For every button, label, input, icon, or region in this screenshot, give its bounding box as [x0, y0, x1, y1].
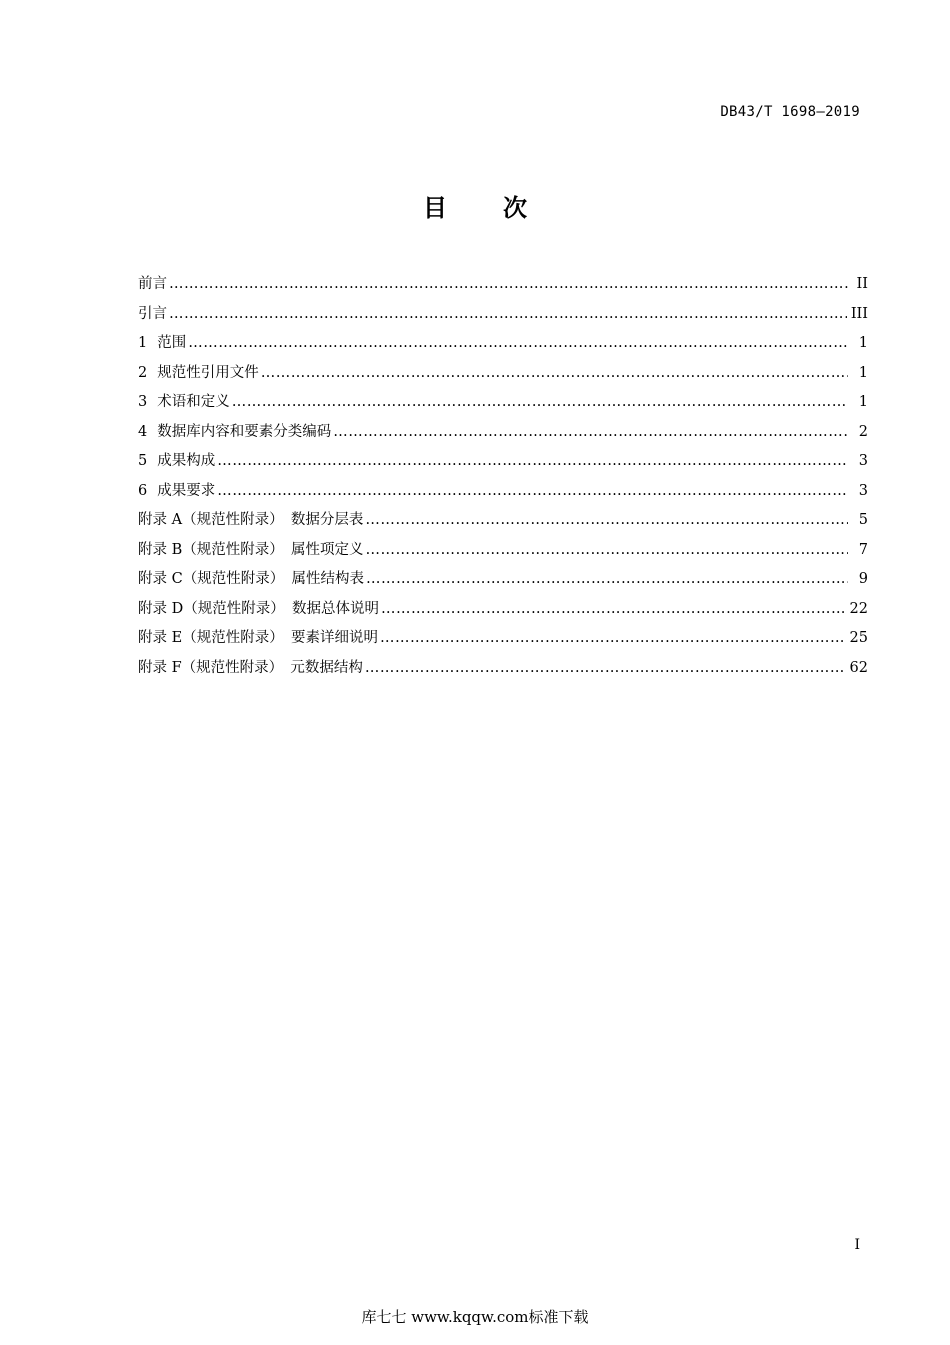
toc-entry-page: 3 — [858, 453, 868, 469]
toc-leader-dots — [261, 359, 848, 389]
toc-entry-label: 规范性引用文件 — [157, 364, 259, 381]
toc-entry-appendix-d[interactable] — [138, 595, 868, 625]
toc-entry-label: 范围 — [157, 335, 187, 351]
toc-leader-dots — [232, 388, 848, 418]
toc-entry-label: 成果构成 — [157, 453, 216, 469]
toc-leader-dots — [333, 418, 848, 448]
toc-entry-number: 3 — [138, 394, 148, 410]
toc-entry-label: 引言 — [138, 305, 167, 322]
toc-leader-dots — [217, 447, 848, 477]
toc-entry-page: 1 — [858, 335, 868, 351]
toc-entry-label: 前言 — [138, 276, 167, 292]
toc-entry-page: 2 — [858, 423, 868, 440]
toc-entry-label: 附录 F（规范性附录） 元数据结构 — [138, 659, 363, 676]
toc-entry-introduction[interactable] — [138, 300, 868, 330]
page-number: I — [854, 1237, 860, 1253]
toc-entry-page: 3 — [858, 482, 868, 499]
toc-entry-deliverables[interactable] — [138, 447, 868, 477]
toc-entry-page: II — [856, 276, 868, 292]
toc-entry-label: 附录 D（规范性附录） 数据总体说明 — [138, 600, 379, 617]
toc-entry-label: 术语和定义 — [157, 394, 230, 410]
toc-entry-number: 1 — [138, 335, 148, 351]
toc-leader-dots — [366, 565, 848, 595]
toc-entry-label: 附录 C（规范性附录） 属性结构表 — [138, 571, 364, 587]
toc-leader-dots — [169, 300, 847, 330]
toc-entry-label: 附录 B（规范性附录） 属性项定义 — [138, 541, 364, 558]
toc-leader-dots — [366, 536, 848, 566]
toc-entry-appendix-b[interactable] — [138, 536, 868, 566]
toc-entry-appendix-e[interactable] — [138, 624, 868, 654]
standard-code: DB43/T 1698—2019 — [720, 104, 860, 120]
toc-entry-page: 62 — [849, 659, 868, 676]
toc-entry-requirements[interactable] — [138, 477, 868, 507]
toc-entry-page: 9 — [858, 571, 868, 587]
toc-entry-terms[interactable] — [138, 388, 868, 418]
toc-leader-dots — [169, 270, 848, 300]
toc-entry-scope[interactable] — [138, 329, 868, 359]
toc-entry-number: 6 — [138, 482, 148, 499]
toc-entry-page: III — [850, 305, 868, 322]
toc-entry-page: 1 — [858, 364, 868, 381]
toc-leader-dots — [188, 329, 848, 359]
toc-entry-label: 数据库内容和要素分类编码 — [157, 423, 332, 440]
toc-entry-page: 22 — [849, 600, 868, 617]
toc-entry-page: 1 — [858, 394, 868, 410]
toc-entry-appendix-c[interactable] — [138, 565, 868, 595]
watermark-text: 库七七 www.kqqw.com标准下载 — [361, 1308, 589, 1326]
toc-entry-label: 成果要求 — [157, 482, 216, 499]
toc-leader-dots — [381, 595, 846, 625]
toc-entry-preface[interactable] — [138, 270, 868, 300]
toc-entry-label: 附录 E（规范性附录） 要素详细说明 — [138, 630, 378, 646]
page-title: 目次 — [423, 194, 583, 222]
toc-entry-page: 25 — [849, 630, 868, 646]
toc-entry-label: 附录 A（规范性附录） 数据分层表 — [138, 512, 364, 528]
toc-entry-normative-references[interactable] — [138, 359, 868, 389]
toc-entry-appendix-a[interactable] — [138, 506, 868, 536]
toc-leader-dots — [380, 624, 846, 654]
toc-leader-dots — [365, 654, 846, 684]
toc-leader-dots — [365, 506, 848, 536]
toc-entry-database-content[interactable] — [138, 418, 868, 448]
toc-entry-number: 4 — [138, 423, 148, 440]
toc-entry-appendix-f[interactable] — [138, 654, 868, 684]
toc-entry-number: 2 — [138, 364, 148, 381]
toc-entry-page: 7 — [858, 541, 868, 558]
toc-leader-dots — [217, 477, 848, 507]
toc-entry-number: 5 — [138, 453, 148, 469]
table-of-contents — [138, 270, 868, 683]
toc-entry-page: 5 — [858, 512, 868, 528]
